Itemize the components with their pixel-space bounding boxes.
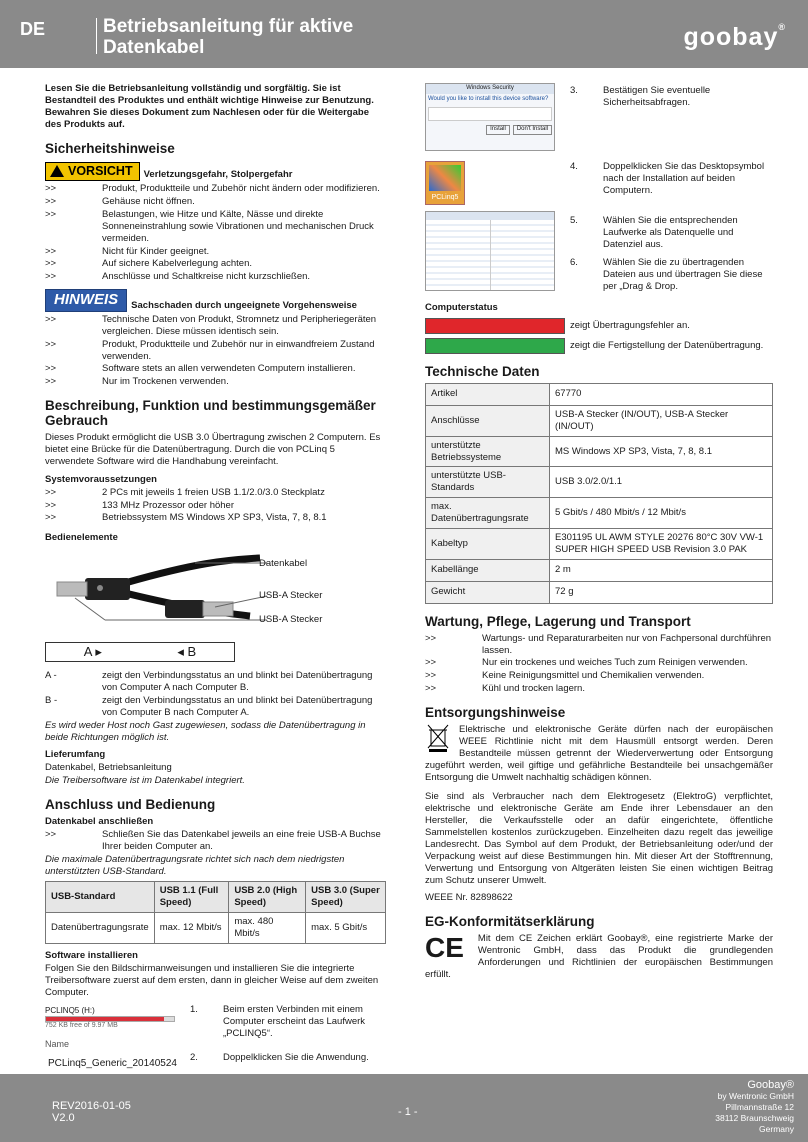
conformity-heading: EG-Konformitätserklärung (425, 914, 595, 930)
conformity-text: Mit dem CE Zeichen erklärt Goobay®, eine registrierte Marke der Wentronic GmbH, dass das Produkt die grundlegenden Anforderungen und Richtlinien der europäischen Bestimmungen erfüllt. (425, 933, 773, 980)
usb-table-cell: max. 5 Gbit/s (306, 913, 386, 944)
dont-install-button[interactable]: Don't Install (513, 125, 552, 135)
tech-label: Artikel (426, 383, 550, 405)
tech-value: USB 3.0/2.0/1.1 (550, 467, 773, 498)
tech-value: MS Windows XP SP3, Vista, 7, 8, 8.1 (550, 436, 773, 467)
tech-row (426, 559, 773, 581)
warning-item: >> Gehäuse nicht öffnen. (45, 196, 195, 207)
warning-list (34, 183, 386, 283)
install-button[interactable]: Install (486, 125, 510, 135)
sysreq-item: >> 133 MHz Prozessor oder höher (45, 499, 235, 511)
description-text: Dieses Produkt ermöglicht die USB 3.0 Übertragung zwischen 2 Computern. Es bietet eine Brücke für die Datenübertragung. Durch die von PCLinq 5 verwendete Software wird die Handhabung vereinfacht. (45, 432, 381, 467)
ce-mark-icon: CE (425, 932, 464, 964)
status-error-row: zeigt Übertragungsfehler an. (425, 318, 773, 334)
note-header (45, 289, 386, 312)
install-step: 1. Beim ersten Verbinden mit einem Computer erscheint das Laufwerk „PCLINQ5“. (190, 1004, 366, 1040)
disposal-p1: Elektrische und elektronische Geräte dürfen nach der europäischen WEEE Richtlinie nicht mit dem Hausmüll entsorgt werden. Deren Bestandteile müssen getrennt der Wiederverwertung oder Entsorgung zugeführt werden, weil giftige und gefährliche Bestandteile bei unsachgemäßer Entsorgung die Umwelt nachhaltig schädigen können. (425, 724, 773, 783)
label-usb-plug-2: USB-A Stecker (259, 614, 323, 626)
disposal-p2: Sie sind als Verbraucher nach dem Elektrogesetz (ElektroG) verpflichtet, elektrische und elektronische Geräte am Ende ihrer Lebensdauer an den Hersteller, die Verkaufsstelle oder an dafür eingerichtete, öffentliche Sammelstellen kostenlos zurückzugeben. Einzelheiten dazu regelt das jeweilige Landesrecht. Das Symbol auf dem Produkt, der Betriebsanleitung oder/und der Verpackung weist auf diese Bestimmungen hin. Mit dieser Art der Stofftrennung, Verwertung und Entsorgung von Altgeräten leisten Sie einen wichtigen Beitrag zum Schutz unserer Umwelt. (425, 791, 773, 886)
note-item: >> Nur im Trockenen verwenden. (45, 376, 229, 388)
warning-triangle-icon (50, 165, 64, 177)
drive-screenshot (45, 1006, 175, 1071)
tech-value: 5 Gbit/s / 480 Mbit/s / 12 Mbit/s (550, 498, 773, 529)
intro-text: Lesen Sie die Betriebsanleitung vollständig und sorgfältig. Sie ist Bestandteil des Produktes und enthält wichtige Hinweise zur Benutzung. Bewahren Sie dieses Dokument zum Nachlesen oder für die Weitergabe des Produkts auf. (45, 83, 374, 130)
status-ok-row: zeigt die Fertigstellung der Datenübertragung. (425, 338, 773, 354)
install-step: 4. Doppelklicken Sie das Desktopsymbol nach der Installation auf beiden Computern. (570, 161, 765, 196)
install-screens (425, 83, 773, 298)
caution-badge: VORSICHT (45, 162, 140, 182)
warning-item: >> Auf sichere Kabelverlegung achten. (45, 258, 252, 270)
app-file: PCLinq5_Generic_20140524 (48, 1058, 177, 1070)
note-item: >> Software stets an allen verwendeten Computern installieren. (45, 363, 356, 375)
transfer-window (425, 211, 555, 291)
left-column (34, 83, 386, 1094)
warning-item: >> Anschlüsse und Schaltkreise nicht kurzschließen. (45, 271, 311, 283)
tech-label: Anschlüsse (426, 405, 550, 436)
warning-item: >> Belastungen, wie Hitze und Kälte, Nässe und direkte Sonneneinstrahlung sowie Vibrationen und mechanischen Druck vermeiden. (45, 208, 374, 244)
cable-figure (45, 548, 386, 638)
tech-row (426, 581, 773, 603)
scope-text: Datenkabel, Betriebsanleitung (45, 762, 172, 774)
note-list (34, 314, 386, 388)
safety-heading: Sicherheitshinweise (45, 140, 175, 156)
tech-value: USB-A Stecker (IN/OUT), USB-A Stecker (IN/OUT) (550, 405, 773, 436)
tech-value: 2 m (550, 559, 773, 581)
install-step: 2. Doppelklicken Sie die Anwendung. (190, 1052, 369, 1064)
pclinq-desktop-icon[interactable]: PCLinq5 (425, 161, 465, 205)
scope-heading: Lieferumfang (45, 749, 106, 761)
usb-table-cell: max. 12 Mbit/s (154, 913, 229, 944)
sysreq-list (34, 487, 386, 525)
rate-note: Die maximale Datenübertragungsrate richtet sich nach dem niedrigsten unterstützten USB-Standard. (45, 853, 345, 877)
led-indicator-box (45, 642, 235, 662)
maintenance-list (425, 633, 773, 695)
warning-item: >> Produkt, Produktteile und Zubehör nicht ändern oder modifizieren. (45, 183, 380, 195)
file-column-header: Name (45, 1039, 70, 1050)
weee-number: WEEE Nr. 82898622 (425, 892, 513, 904)
usb-table-header: USB 1.1 (Full Speed) (154, 882, 229, 913)
connect-subheading: Datenkabel anschließen (45, 816, 154, 827)
tech-value: E301195 UL AWM STYLE 20276 80°C 30V VW-1 SUPER HIGH SPEED USB Revision 3.0 PAK (550, 528, 773, 559)
note-item: >> Technische Daten von Produkt, Stromnetz und Peripheriegeräten vergleichen. Diese müssen identisch sein. (45, 313, 377, 337)
sysreq-item: >> Betriebssystem MS Windows XP SP3, Vista, 7, 8, 8.1 (45, 512, 327, 524)
connection-heading: Anschluss und Bedienung (45, 797, 216, 812)
tech-row (426, 383, 773, 405)
warning-title: Verletzungsgefahr, Stolpergefahr (143, 169, 293, 181)
tech-label: Kabeltyp (426, 528, 550, 559)
description-heading: Beschreibung, Funktion und bestimmungsgemäßer Gebrauch (45, 398, 376, 429)
tech-value: 67770 (550, 383, 773, 405)
tech-label: unterstützte Betriebssysteme (426, 436, 550, 467)
tech-row (426, 436, 773, 467)
tech-value: 72 g (550, 581, 773, 603)
drive-free: 752 KB free of 9.97 MB (45, 1022, 118, 1030)
tech-label: max. Datenübertragungsrate (426, 498, 550, 529)
install-step: 3. Bestätigen Sie eventuelle Sicherheitsabfragen. (570, 85, 711, 108)
software-text: Folgen Sie den Bildschirmanweisungen und installieren Sie die integrierte Treibersoftware zuerst auf dem ersten, dann in gleicher Weise auf dem zweiten Computer. (45, 962, 379, 998)
language-code: DE (20, 19, 46, 39)
tech-label: unterstützte USB-Standards (426, 467, 550, 498)
header-divider (96, 18, 97, 54)
status-red-swatch (425, 318, 565, 334)
weee-bin-icon (427, 724, 449, 752)
tech-heading: Technische Daten (425, 363, 540, 379)
tech-data-table (425, 383, 773, 604)
usb-table-header: USB 3.0 (Super Speed) (306, 882, 386, 913)
software-heading: Software installieren (45, 949, 138, 961)
label-usb-plug-1: USB-A Stecker (259, 590, 323, 602)
maintenance-item: >> Wartungs- und Reparaturarbeiten nur von Fachpersonal durchführen lassen. (425, 632, 772, 656)
usb-table-cell: max. 480 Mbit/s (229, 913, 306, 944)
maintenance-item: >> Nur ein trockenes und weiches Tuch zum Reinigen verwenden. (425, 657, 748, 669)
right-column (425, 83, 773, 985)
led-b-label: ◂ B (177, 644, 197, 659)
tech-row (426, 467, 773, 498)
header-bar (0, 0, 808, 68)
tech-row (426, 498, 773, 529)
revision-info: REV2016-01-05 V2.0 (52, 1100, 131, 1124)
page-title: Betriebsanleitung für aktive Datenkabel (103, 16, 354, 58)
sysreq-item: >> 2 PCs mit jeweils 1 freien USB 1.1/2.0/3.0 Steckplatz (45, 486, 325, 498)
note-item: >> Produkt, Produktteile und Zubehör nur in einwandfreiem Zustand verwenden. (45, 338, 375, 362)
page-number: - 1 - (398, 1106, 418, 1118)
usb-table-header: USB 2.0 (High Speed) (229, 882, 306, 913)
disposal-heading: Entsorgungshinweise (425, 705, 566, 720)
maintenance-heading: Wartung, Pflege, Lagerung und Transport (425, 613, 691, 629)
install-step: 5. Wählen Sie die entsprechenden Laufwerke als Datenquelle und Datenziel aus. (570, 215, 738, 250)
warning-item: >> Nicht für Kinder geeignet. (45, 245, 210, 257)
status-green-swatch (425, 338, 565, 354)
host-note: Es wird weder Host noch Gast zugewiesen, sodass die Datenübertragung in beide Richtungen möglich ist. (45, 719, 366, 743)
led-a-label: A ▸ (83, 644, 102, 659)
goobay-logo: goobay® (683, 22, 786, 51)
security-dialog: Windows Security Would you like to install this device software? Install Don't Install (425, 83, 555, 151)
status-heading: Computerstatus (425, 302, 498, 313)
led-a-row: A - zeigt den Verbindungsstatus an und blinkt bei Datenübertragung von Computer A nach Computer B. (45, 670, 373, 693)
sysreq-heading: Systemvoraussetzungen (45, 473, 157, 485)
note-badge: HINWEIS (45, 289, 127, 312)
usb-table-cell: Datenübertragungsrate (46, 913, 155, 944)
label-data-cable: Datenkabel (259, 558, 308, 570)
disposal-block (425, 724, 773, 783)
company-address: Goobay® by Wentronic GmbH Pillmannstraße 12 38112 Braunschweig Germany (715, 1079, 794, 1134)
maintenance-item: >> Kühl und trocken lagern. (425, 683, 585, 695)
install-step: 6. Wählen Sie die zu übertragenden Dateien aus und übertragen Sie diese per „Drag & Drop. (570, 257, 763, 292)
tech-row (426, 405, 773, 436)
cable-illustration (45, 548, 397, 638)
controls-heading: Bedienelemente (45, 532, 118, 544)
tech-label: Gewicht (426, 581, 550, 603)
scope-note: Die Treibersoftware ist im Datenkabel integriert. (45, 775, 245, 787)
conformity-block (425, 933, 773, 981)
connect-step: >> Schließen Sie das Datenkabel jeweils an eine freie USB-A Buchse Ihrer beiden Computer an. (45, 828, 381, 852)
drive-name: PCLINQ5 (H:) (45, 1006, 95, 1016)
warning-header (45, 162, 386, 182)
footer-bar (0, 1074, 808, 1142)
usb-standard-table (45, 881, 386, 944)
note-title: Sachschaden durch ungeeignete Vorgehensweise (131, 300, 357, 311)
tech-label: Kabellänge (426, 559, 550, 581)
maintenance-item: >> Keine Reinigungsmittel und Chemikalien verwenden. (425, 670, 705, 682)
tech-row (426, 528, 773, 559)
usb-table-header: USB-Standard (46, 882, 155, 913)
led-b-row: B - zeigt den Verbindungsstatus an und blinkt bei Datenübertragung von Computer B nach Computer A. (45, 694, 373, 718)
